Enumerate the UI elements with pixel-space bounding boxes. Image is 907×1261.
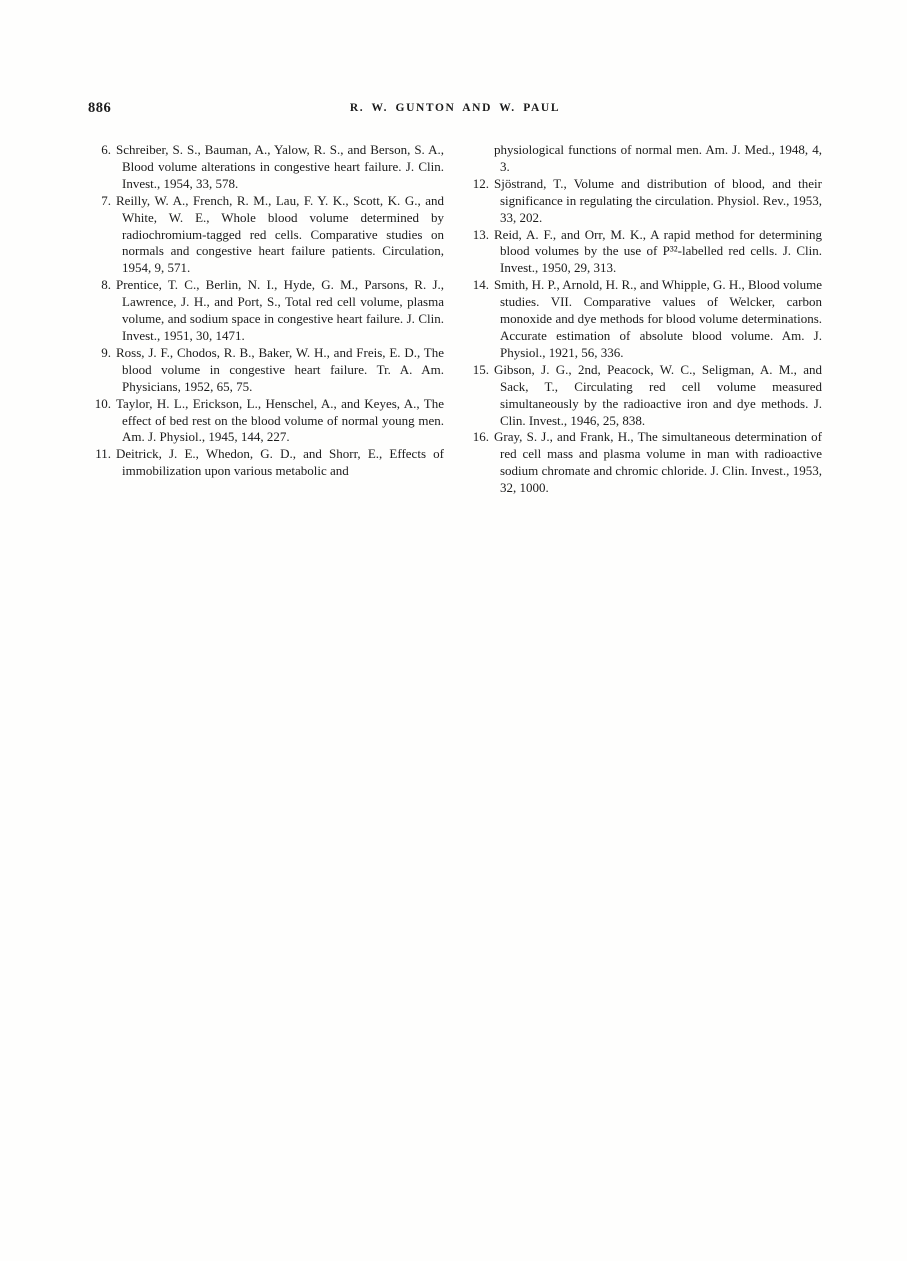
reference-columns bbox=[88, 142, 822, 497]
reference-number: 12. bbox=[472, 175, 489, 191]
reference-number: 11. bbox=[95, 446, 111, 462]
reference-text: Reid, A. F., and Orr, M. K., A rapid method for determining blood volumes by the use of P³²-labelled red cells. J. Clin. Invest., 1950, 29, 313. bbox=[494, 226, 822, 276]
reference-text: Taylor, H. L., Erickson, L., Henschel, A., and Keyes, A., The effect of bed rest on the blood volume of normal young men. Am. J. Physiol., 1945, 144, 227. bbox=[116, 395, 444, 445]
reference-number: 14. bbox=[472, 277, 489, 293]
reference-8 bbox=[88, 277, 444, 345]
left-column bbox=[88, 142, 444, 480]
reference-number: 6. bbox=[101, 142, 111, 157]
reference-number: 10. bbox=[94, 395, 111, 411]
reference-14 bbox=[466, 277, 822, 362]
reference-11 bbox=[88, 446, 444, 480]
reference-text: Gray, S. J., and Frank, H., The simultaneous determination of red cell mass and plasma volume in man with radioactive sodium chromate and chromic chloride. J. Clin. Invest., 1953, 32, 1000. bbox=[494, 429, 822, 496]
reference-text: Deitrick, J. E., Whedon, G. D., and Shorr, E., Effects of immobilization upon various metabolic and bbox=[116, 446, 444, 479]
reference-11-continuation bbox=[466, 142, 822, 176]
reference-6 bbox=[88, 142, 444, 193]
reference-9 bbox=[88, 345, 444, 396]
reference-16 bbox=[466, 429, 822, 497]
reference-10 bbox=[88, 396, 444, 447]
reference-number: 8. bbox=[101, 277, 111, 293]
right-column bbox=[466, 142, 822, 497]
reference-text: Schreiber, S. S., Bauman, A., Yalow, R. S., and Berson, S. A., Blood volume alterations in congestive heart failure. J. Clin. Invest., 1954, 33, 578. bbox=[116, 142, 444, 191]
reference-7 bbox=[88, 193, 444, 278]
reference-text: Ross, J. F., Chodos, R. B., Baker, W. H., and Freis, E. D., The blood volume in congestive heart failure. Tr. A. Am. Physicians, 1952, 65, 75. bbox=[116, 344, 444, 394]
reference-number: 16. bbox=[472, 429, 489, 445]
reference-text: Gibson, J. G., 2nd, Peacock, W. C., Seligman, A. M., and Sack, T., Circulating red cell volume measured simultaneously by the radioactive iron and dye methods. J. Clin. Invest., 1946, 25, 838. bbox=[494, 361, 822, 428]
reference-number: 13. bbox=[472, 226, 489, 242]
reference-text: Sjöstrand, T., Volume and distribution of blood, and their significance in regulating the circulation. Physiol. Rev., 1953, 33, 202. bbox=[494, 175, 822, 225]
reference-text: Smith, H. P., Arnold, H. R., and Whipple, G. H., Blood volume studies. VII. Comparative values of Welcker, carbon monoxide and dye methods for blood volume determinations. Accurate estimation of absolute blood volume. Am. J. Physiol., 1921, 56, 336. bbox=[494, 277, 823, 360]
page-number: 886 bbox=[88, 100, 112, 116]
reference-text: physiological functions of normal men. Am. J. Med., 1948, 4, 3. bbox=[494, 142, 822, 174]
page-header bbox=[88, 100, 822, 118]
reference-13 bbox=[466, 227, 822, 278]
reference-15 bbox=[466, 362, 822, 430]
running-head: R. W. GUNTON AND W. PAUL bbox=[349, 102, 561, 114]
reference-number: 15. bbox=[472, 361, 489, 377]
reference-text: Prentice, T. C., Berlin, N. I., Hyde, G. M., Parsons, R. J., Lawrence, J. H., and Port, S., Total red cell volume, plasma volume, and sodium space in congestive heart failure. J. Clin. Invest., 1951, 30, 1471. bbox=[116, 277, 444, 343]
reference-12 bbox=[466, 176, 822, 227]
reference-number: 7. bbox=[101, 192, 111, 208]
reference-number: 9. bbox=[101, 344, 111, 360]
reference-text: Reilly, W. A., French, R. M., Lau, F. Y. K., Scott, K. G., and White, W. E., Whole blood volume determined by radiochromium-tagged red cells. Comparative studies on normals and congestive heart failure patients. Circulation, 1954, 9, 571. bbox=[116, 192, 444, 276]
